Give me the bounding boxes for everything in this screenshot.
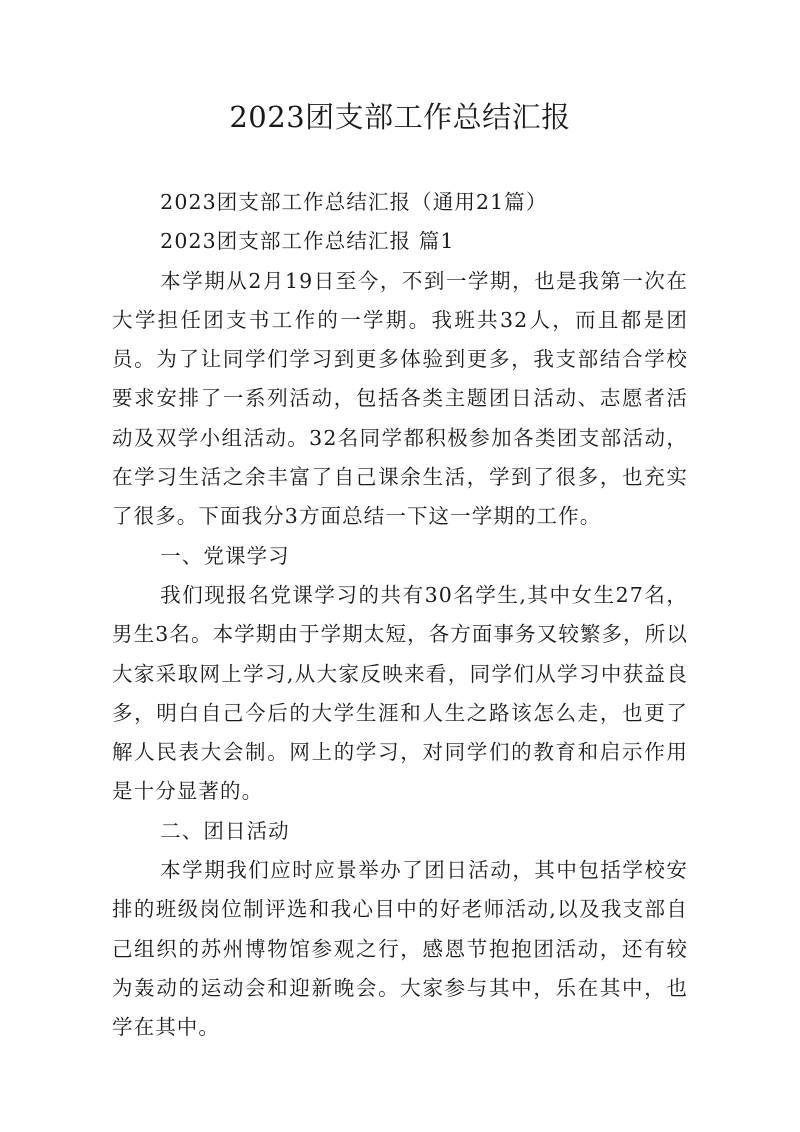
paragraph-intro: 本学期从2月19日至今，不到一学期，也是我第一次在大学担任团支书工作的一学期。我班共32人，而且都是团员。为了让同学们学习到更多体验到更多，我支部结合学校要求安排了一系列活动，包括各类主题团日活动、志愿者活动及双学小组活动。32名同学都积极参加各类团支部活动，在学习生活之余丰富了自己课余生活，学到了很多，也充实了很多。下面我分3方面总结一下这一学期的工作。 — [112, 268, 688, 529]
subtitle-line: 2023团支部工作总结汇报（通用21篇） — [160, 190, 548, 214]
paragraph-league-day: 本学期我们应时应景举办了团日活动，其中包括学校安排的班级岗位制评选和我心目中的好老师活动,以及我支部自己组织的苏州博物馆参观之行，感恩节抱抱团活动，还有较为轰动的运动会和迎新晚会。大家参与其中，乐在其中，也学在其中。 — [112, 858, 688, 1040]
heading-league-day: 二、团日活动 — [160, 818, 290, 843]
section-heading-part-1: 2023团支部工作总结汇报 篇1 — [160, 229, 455, 254]
paragraph-party-lessons: 我们现报名党课学习的共有30名学生,其中女生27名，男生3名。本学期由于学期太短，各方面事务又较繁多，所以大家采取网上学习,从大家反映来看，同学们从学习中获益良多，明白自己今后的大学生涯和人生之路该怎么走，也更了解人民表大会制。网上的学习，对同学们的教育和启示作用是十分显著的。 — [112, 582, 688, 804]
heading-party-lessons: 一、党课学习 — [160, 543, 290, 568]
document-title: 2023团支部工作总结汇报 — [229, 100, 571, 134]
document-body — [112, 183, 688, 1048]
